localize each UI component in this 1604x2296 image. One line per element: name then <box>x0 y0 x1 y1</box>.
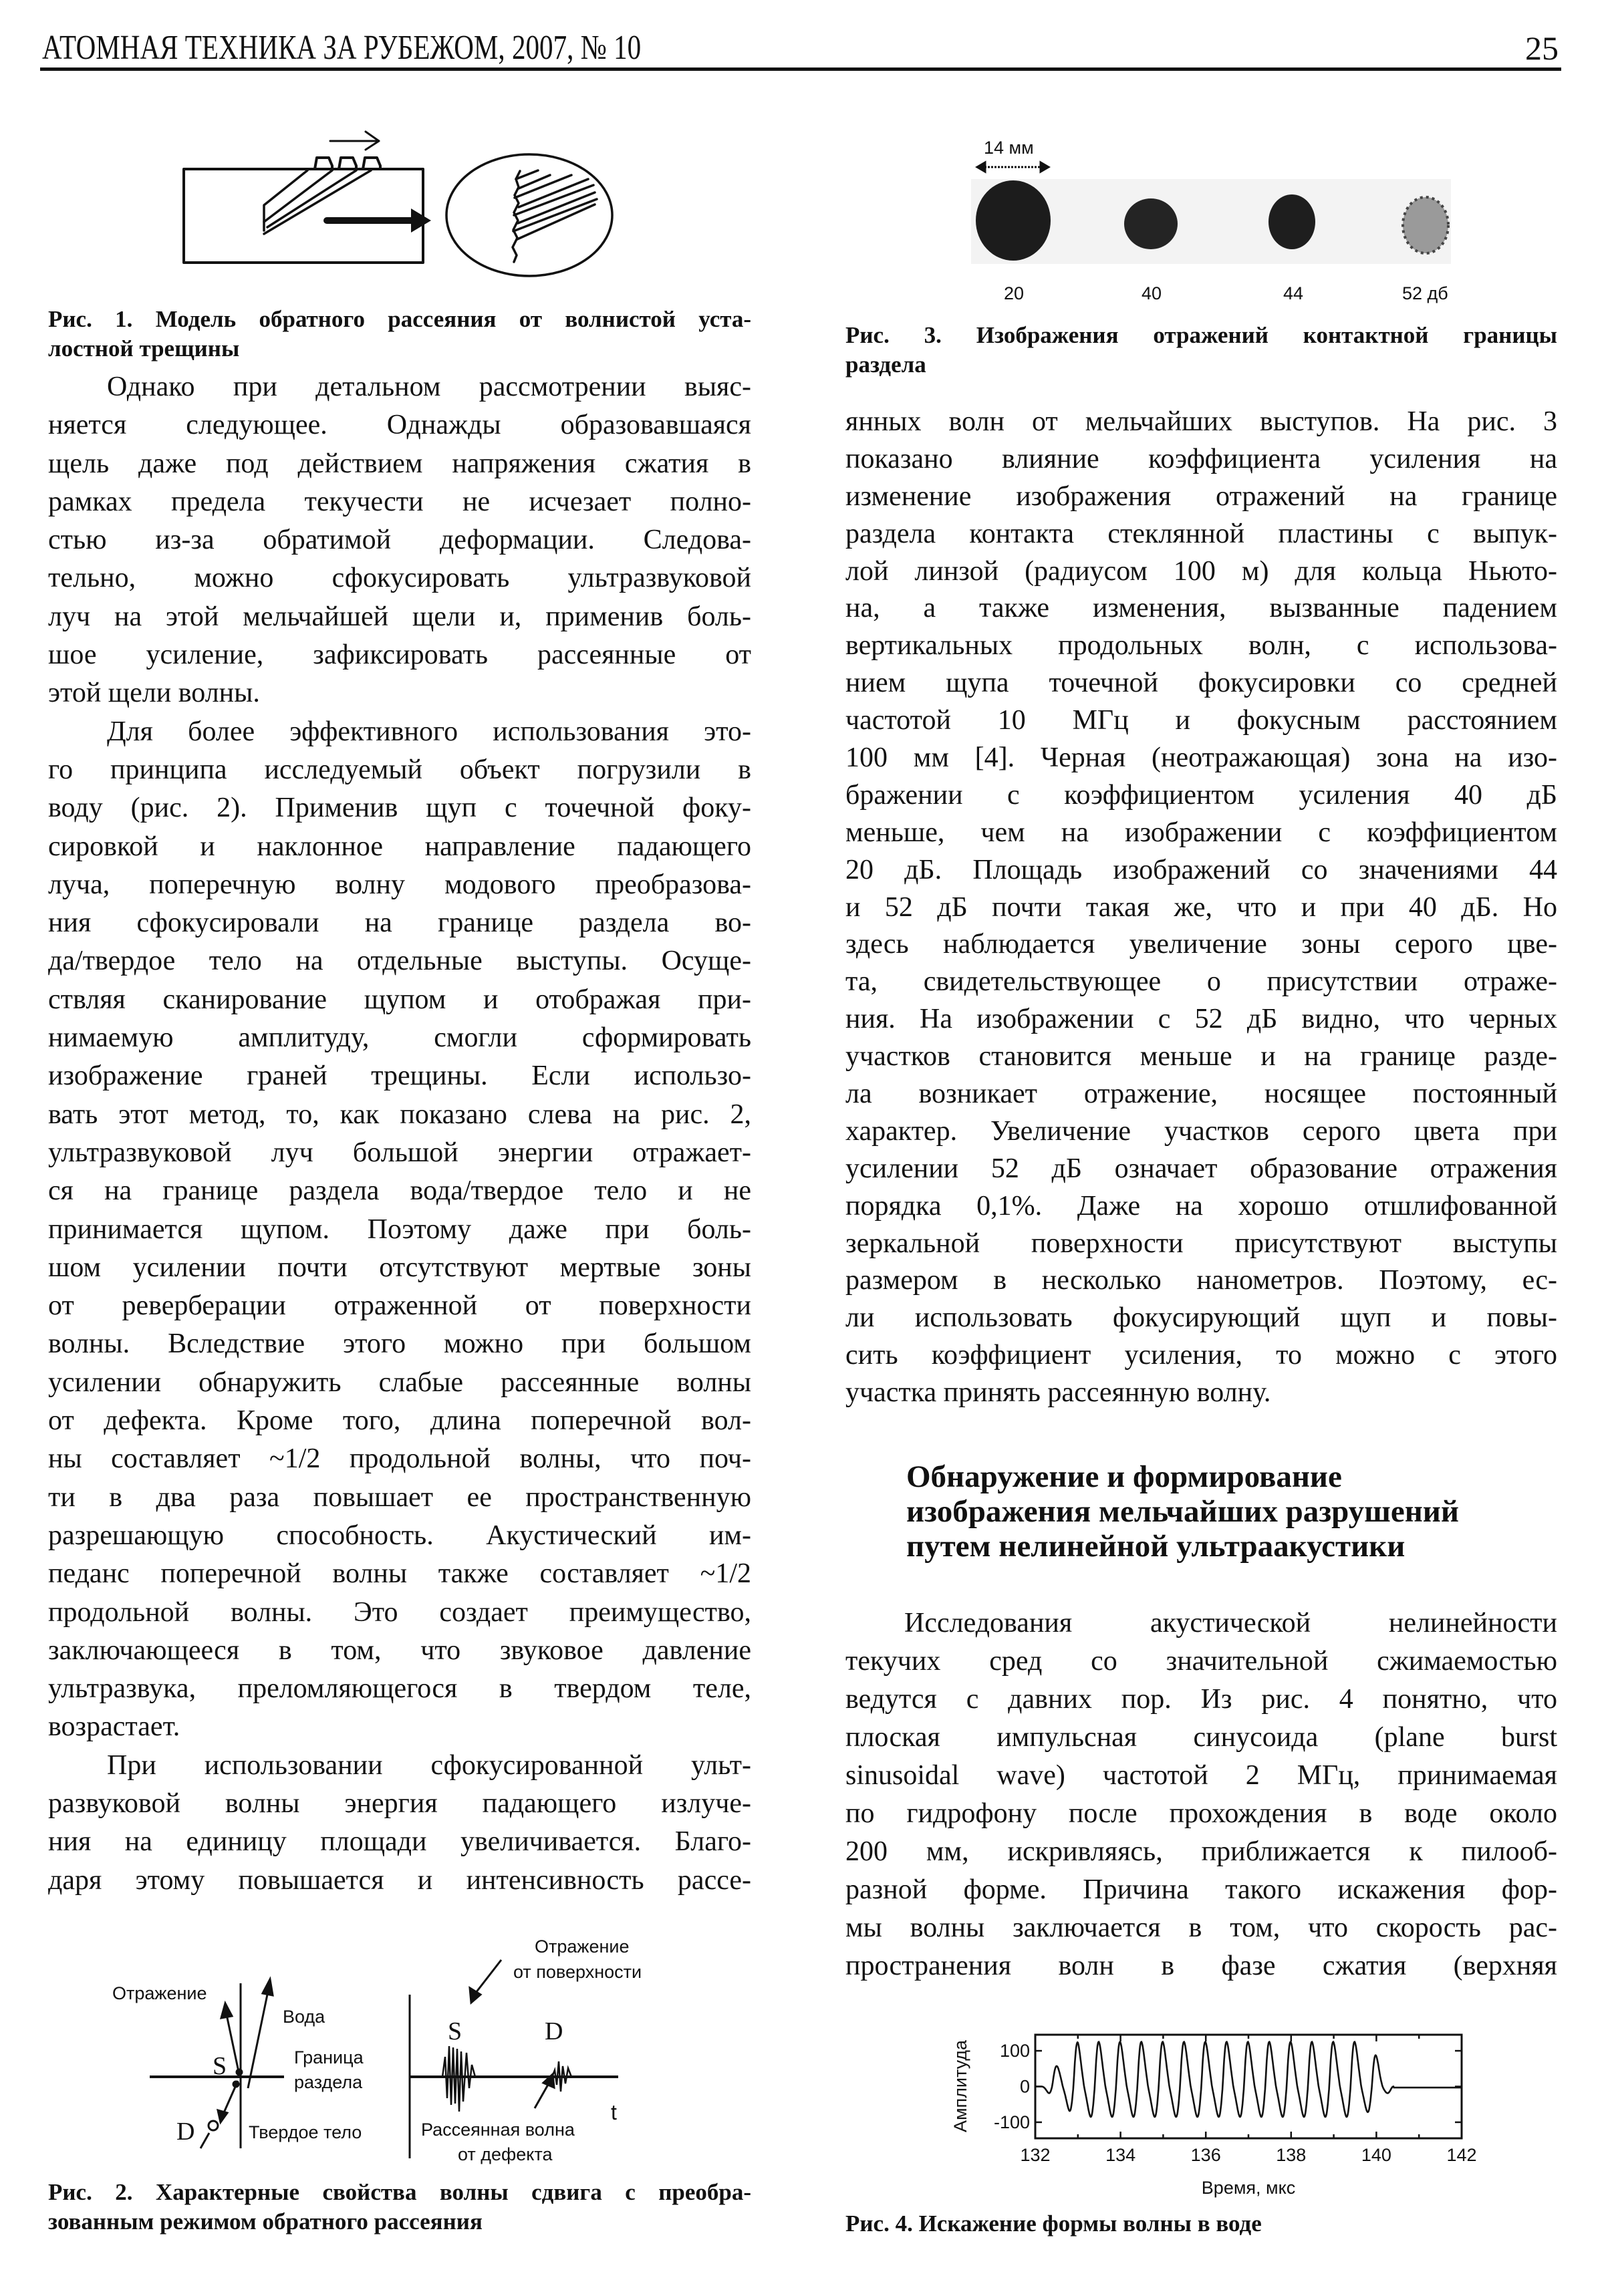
label-solid: Твердое тело <box>249 2122 362 2142</box>
label-surface-reflection: Отражение <box>535 1936 630 1957</box>
text-line: по гидрофону после прохождения в воде около <box>845 1798 1557 1829</box>
probe-icons <box>315 158 380 169</box>
figure-3-caption <box>845 321 1557 380</box>
reflection-image-40db <box>1124 198 1178 249</box>
heading-line: Обнаружение и формирование <box>906 1459 1342 1494</box>
text-line: размером в несколько нанометров. Поэтому, ес- <box>845 1265 1557 1296</box>
journal-title: АТОМНАЯ ТЕХНИКА ЗА РУБЕЖОМ, 2007, № 10 <box>42 29 642 67</box>
page-number: 25 <box>1525 29 1559 67</box>
waveform-line <box>1035 2042 1462 2117</box>
text-line: ны составляет ~1/2 продольной волны, что поч- <box>48 1443 751 1475</box>
text-line: этой щели волны. <box>48 678 260 709</box>
label-scattered: Рассеянная волна <box>421 2120 575 2140</box>
text-line: частотой 10 МГц и фокусным расстоянием <box>845 705 1557 736</box>
x-tick-label: 134 <box>1105 2145 1136 2165</box>
text-line: здесь наблюдается увеличение зоны серого цве- <box>845 929 1557 960</box>
label-d-left: D <box>176 2118 195 2146</box>
x-tick-label: 136 <box>1190 2145 1221 2165</box>
text-line: изменение изображения отражений на границе <box>845 480 1557 512</box>
text-line: луч на этой мельчайшей щели и, применив боль- <box>48 601 751 632</box>
text-line: ла возникает отражение, носящее постоянный <box>845 1079 1557 1110</box>
y-axis-label: Амплитуда <box>950 2039 970 2133</box>
text-line: няется следующее. Однажды образовавшаяся <box>48 410 751 441</box>
x-tick-label: 132 <box>1020 2145 1051 2165</box>
text-line: ультразвуковой луч большой энергии отражает- <box>48 1137 751 1168</box>
text-line: ся на границе раздела вода/твердое тело и не <box>48 1175 751 1207</box>
text-line: характер. Увеличение участков серого цвета при <box>845 1115 1557 1147</box>
text-line: сировкой и наклонное направление падающего <box>48 831 751 862</box>
text-line: даря этому повышается и интенсивность рассе- <box>48 1864 751 1896</box>
right-text-column-bottom <box>845 1604 1557 1985</box>
text-line: ния сфокусировали на границе раздела во- <box>48 907 751 939</box>
reflection-image-20db <box>976 180 1051 261</box>
text-line: заключающееся в том, что звуковое давление <box>48 1634 751 1666</box>
figure-2-caption <box>48 2178 751 2237</box>
label-scattered: от дефекта <box>458 2144 553 2164</box>
text-line: развуковой волны энергия падающего излуче- <box>48 1787 751 1819</box>
label-boundary: раздела <box>294 2072 363 2092</box>
heading-line: изображения мельчайших разрушений <box>906 1494 1459 1529</box>
reflection-image-44db <box>1268 194 1315 249</box>
text-line: от дефекта. Кроме того, длина поперечной вол- <box>48 1405 751 1437</box>
scale-bar-icon <box>977 162 1049 172</box>
text-line: тельно, можно сфокусировать ультразвуковой <box>48 563 751 594</box>
y-tick-label: 100 <box>999 2041 1030 2061</box>
text-line: волны. Вследствие этого можно при большом <box>48 1328 751 1360</box>
text-line: ния на единицу площади увеличивается. Благо- <box>48 1826 751 1858</box>
text-line: участков становится меньше и на границе разде- <box>845 1041 1557 1072</box>
gain-label: 20 <box>1004 283 1025 303</box>
caption-line: лостной трещины <box>48 335 240 362</box>
figure-4-caption <box>845 2209 1557 2239</box>
label-d-right: D <box>545 2017 563 2045</box>
text-line: го принципа исследуемый объект погрузили в <box>48 754 751 785</box>
text-line: вать этот метод, то, как показано слева на рис. 2, <box>48 1099 751 1130</box>
text-line: текучих сред со значительной сжимаемостью <box>845 1646 1557 1677</box>
text-line: на, а также изменения, вызванные падением <box>845 593 1557 624</box>
text-line: усилении 52 дБ означает образование отражения <box>845 1153 1557 1184</box>
text-line: Однако при детальном рассмотрении выяс- <box>107 372 751 402</box>
text-line: 20 дБ. Площадь изображений со значениями 44 <box>845 854 1557 885</box>
text-line: показано влияние коэффициента усиления на <box>845 443 1557 474</box>
text-line: вертикальных продольных волн, с использова- <box>845 630 1557 662</box>
text-line: продольной волны. Это создает преимущество, <box>48 1596 751 1628</box>
text-line: луча, поперечную волну модового преобразова- <box>48 869 751 900</box>
surface-echo-burst <box>442 2046 475 2112</box>
text-line: мы волны заключается в том, что скорость рас- <box>845 1912 1557 1943</box>
text-line: Для более эффективного использования это- <box>107 716 751 747</box>
text-line: от реверберации отраженной от поверхности <box>48 1290 751 1322</box>
text-line: меньше, чем на изображении с коэффициентом <box>845 817 1557 848</box>
text-line: рамках предела текучести не исчезает полно- <box>48 486 751 517</box>
specimen-block <box>184 169 423 263</box>
x-tick-label: 142 <box>1446 2145 1477 2165</box>
text-line: sinusoidal wave) частотой 2 МГц, принимаемая <box>845 1760 1557 1791</box>
text-line: нимаемую амплитуду, смогли сформировать <box>48 1022 751 1054</box>
y-tick-label: 0 <box>1019 2076 1030 2097</box>
magnify-arrow-icon <box>327 208 431 233</box>
text-line: шом усилении почти отсутствуют мертвые зоны <box>48 1252 751 1283</box>
figure-1-caption <box>48 305 751 364</box>
text-line: ствляя сканирование щупом и отображая при- <box>48 984 751 1015</box>
transmitted-arrow-icon <box>200 2069 242 2148</box>
text-line: ультразвука, преломляющегося в твердом теле, <box>48 1673 751 1705</box>
text-line: щель даже под действием напряжения сжатия в <box>48 448 751 479</box>
x-tick-label: 140 <box>1361 2145 1391 2165</box>
text-line: возрастает. <box>48 1711 180 1743</box>
label-reflection: Отражение <box>112 1983 207 2003</box>
text-line: усилении обнаружить слабые рассеянные волны <box>48 1367 751 1398</box>
text-line: плоская импульсная синусоида (plane burst <box>845 1722 1557 1753</box>
caption-line: Рис. 1. Модель обратного рассеяния от волнистой уста- <box>48 306 751 332</box>
text-line: При использовании сфокусированной ульт- <box>107 1749 751 1781</box>
label-s-right: S <box>448 2017 462 2045</box>
defect-echo-arrow-icon <box>535 2074 554 2108</box>
text-line: раздела контакта стеклянной пластины с выпук- <box>845 518 1557 549</box>
gain-label: 40 <box>1142 283 1162 303</box>
text-line: разной форме. Причина такого искажения фор- <box>845 1874 1557 1905</box>
caption-line: Рис. 2. Характерные свойства волны сдвига с преобра- <box>48 2179 751 2205</box>
text-line: воду (рис. 2). Применив щуп с точечной фоку- <box>48 793 751 824</box>
scan-direction-arrow-icon <box>330 132 379 150</box>
text-line: 100 мм [4]. Черная (неотражающая) зона на изо- <box>845 742 1557 774</box>
text-line: участка принять рассеянную волну. <box>845 1377 1271 1409</box>
text-line: лой линзой (радиусом 100 м) для кольца Ньюто- <box>845 555 1557 587</box>
figure-4-chart <box>950 2035 1477 2198</box>
text-line: да/твердое тело на отдельные выступы. Осуще- <box>48 946 751 977</box>
text-line: зеркальной поверхности присутствуют выступы <box>845 1228 1557 1259</box>
caption-line: раздела <box>845 351 926 378</box>
text-line: пространения волн в фазе сжатия (верхняя <box>845 1951 1557 1981</box>
scale-label: 14 мм <box>984 138 1034 158</box>
x-axis-label: Время, мкс <box>1201 2178 1296 2198</box>
text-line: янных волн от мельчайших выступов. На рис. 3 <box>845 406 1557 437</box>
caption-line: Рис. 4. Искажение формы волны в воде <box>845 2210 1262 2237</box>
label-boundary: Граница <box>294 2047 364 2067</box>
figure-1-drawing <box>184 132 612 276</box>
text-line: стью из-за обратимой деформации. Следова- <box>48 525 751 556</box>
label-surface-reflection: от поверхности <box>513 1962 642 1982</box>
text-line: та, свидетельствующее о присутствии отраже- <box>845 966 1557 998</box>
crack-lines <box>264 170 371 234</box>
label-water: Вода <box>283 2007 325 2027</box>
text-line: ведутся с давних пор. Из рис. 4 понятно, что <box>845 1684 1557 1715</box>
section-heading <box>906 1459 1548 1564</box>
figure-2-labels <box>112 1936 642 2164</box>
incident-arrow-icon <box>248 1979 273 2088</box>
label-s-left: S <box>213 2052 227 2080</box>
text-line: разрешающую способность. Акустический им- <box>48 1520 751 1551</box>
text-line: и 52 дБ почти такая же, что и при 40 дБ. Но <box>845 891 1557 923</box>
text-line: ли использовать фокусирующий щуп и повы- <box>845 1302 1557 1334</box>
wavy-crack-detail <box>513 170 597 262</box>
caption-line: зованным режимом обратного рассеяния <box>48 2208 483 2235</box>
text-line: порядка 0,1%. Даже на хорошо отшлифованной <box>845 1190 1557 1222</box>
text-line: сить коэффициент усиления, то можно с этого <box>845 1340 1557 1371</box>
text-line: шое усиление, зафиксировать рассеянные от <box>48 639 751 671</box>
text-line: Исследования акустической нелинейности <box>904 1608 1557 1638</box>
figure-3-drawing <box>971 138 1451 303</box>
plot-frame <box>1035 2035 1462 2138</box>
x-tick-label: 138 <box>1276 2145 1307 2165</box>
surface-echo-arrow-icon <box>470 1960 501 2003</box>
y-tick-label: -100 <box>993 2112 1030 2132</box>
text-line: ния. На изображении с 52 дБ видно, что черных <box>845 1004 1557 1035</box>
gain-label: 44 <box>1283 283 1304 303</box>
left-text-column <box>48 368 751 1900</box>
reflection-image-52db <box>1403 197 1448 253</box>
label-time: t <box>611 2100 617 2124</box>
heading-line: путем нелинейной ультраакустики <box>906 1529 1406 1564</box>
text-line: принимается щупом. Поэтому даже при боль- <box>48 1213 751 1245</box>
text-line: бражении с коэффициентом усиления 40 дБ <box>845 779 1557 811</box>
text-line: 200 мм, искривляясь, приближается к пилооб- <box>845 1836 1557 1867</box>
text-line: нием щупа точечной фокусировки со средней <box>845 668 1557 699</box>
caption-line: Рис. 3. Изображения отражений контактной границы <box>845 322 1557 348</box>
gain-label: 52 дб <box>1402 283 1448 303</box>
text-line: изображение граней трещины. Если использо- <box>48 1060 751 1092</box>
text-line: педанс поперечной волны также составляет ~1/2 <box>48 1558 751 1590</box>
right-text-column-top <box>845 404 1557 1412</box>
text-line: ти в два раза повышает ее пространственную <box>48 1481 751 1513</box>
